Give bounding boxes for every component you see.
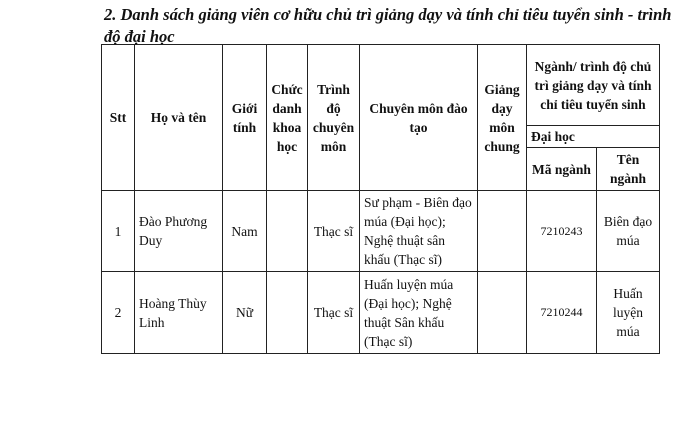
- cell-degree: Thạc sĩ: [308, 191, 360, 272]
- cell-program-name: Biên đạo múa: [597, 191, 660, 272]
- cell-code: 7210243: [527, 191, 597, 272]
- cell-major: Huấn luyện múa (Đại học); Nghệ thuật Sân khấu (Thạc sĩ): [360, 272, 478, 354]
- table-row: [102, 272, 660, 354]
- cell-gender: Nữ: [223, 272, 267, 354]
- cell-code: 7210244: [527, 272, 597, 354]
- cell-gender: Nam: [223, 191, 267, 272]
- header-degree: Trình độ chuyên môn: [308, 45, 360, 191]
- lecturer-table: [101, 44, 660, 354]
- cell-name: Hoàng Thùy Linh: [135, 272, 223, 354]
- cell-program-name: Huấn luyện múa: [597, 272, 660, 354]
- header-general: Giảng dạy môn chung: [478, 45, 527, 191]
- cell-name: Đào Phương Duy: [135, 191, 223, 272]
- cell-stt: 2: [102, 272, 135, 354]
- cell-major: Sư phạm - Biên đạo múa (Đại học); Nghệ thuật sân khấu (Thạc sĩ): [360, 191, 478, 272]
- header-program-group: Ngành/ trình độ chủ trì giảng dạy và tính chỉ tiêu tuyển sinh: [527, 45, 660, 126]
- table-row: [102, 191, 660, 272]
- cell-general: [478, 272, 527, 354]
- header-gender: Giới tính: [223, 45, 267, 191]
- cell-general: [478, 191, 527, 272]
- cell-title: [267, 272, 308, 354]
- header-major: Chuyên môn đào tạo: [360, 45, 478, 191]
- section-heading: 2. Danh sách giảng viên cơ hữu chủ trì giảng dạy và tính chỉ tiêu tuyển sinh - trình độ đại học: [104, 5, 672, 46]
- cell-title: [267, 191, 308, 272]
- header-program-name: Tên ngành: [597, 148, 660, 191]
- header-name: Họ và tên: [135, 45, 223, 191]
- header-stt: Stt: [102, 45, 135, 191]
- header-title: Chức danh khoa học: [267, 45, 308, 191]
- header-row: [102, 45, 660, 126]
- header-code: Mã ngành: [527, 148, 597, 191]
- header-level: Đại học: [527, 126, 660, 148]
- cell-degree: Thạc sĩ: [308, 272, 360, 354]
- cell-stt: 1: [102, 191, 135, 272]
